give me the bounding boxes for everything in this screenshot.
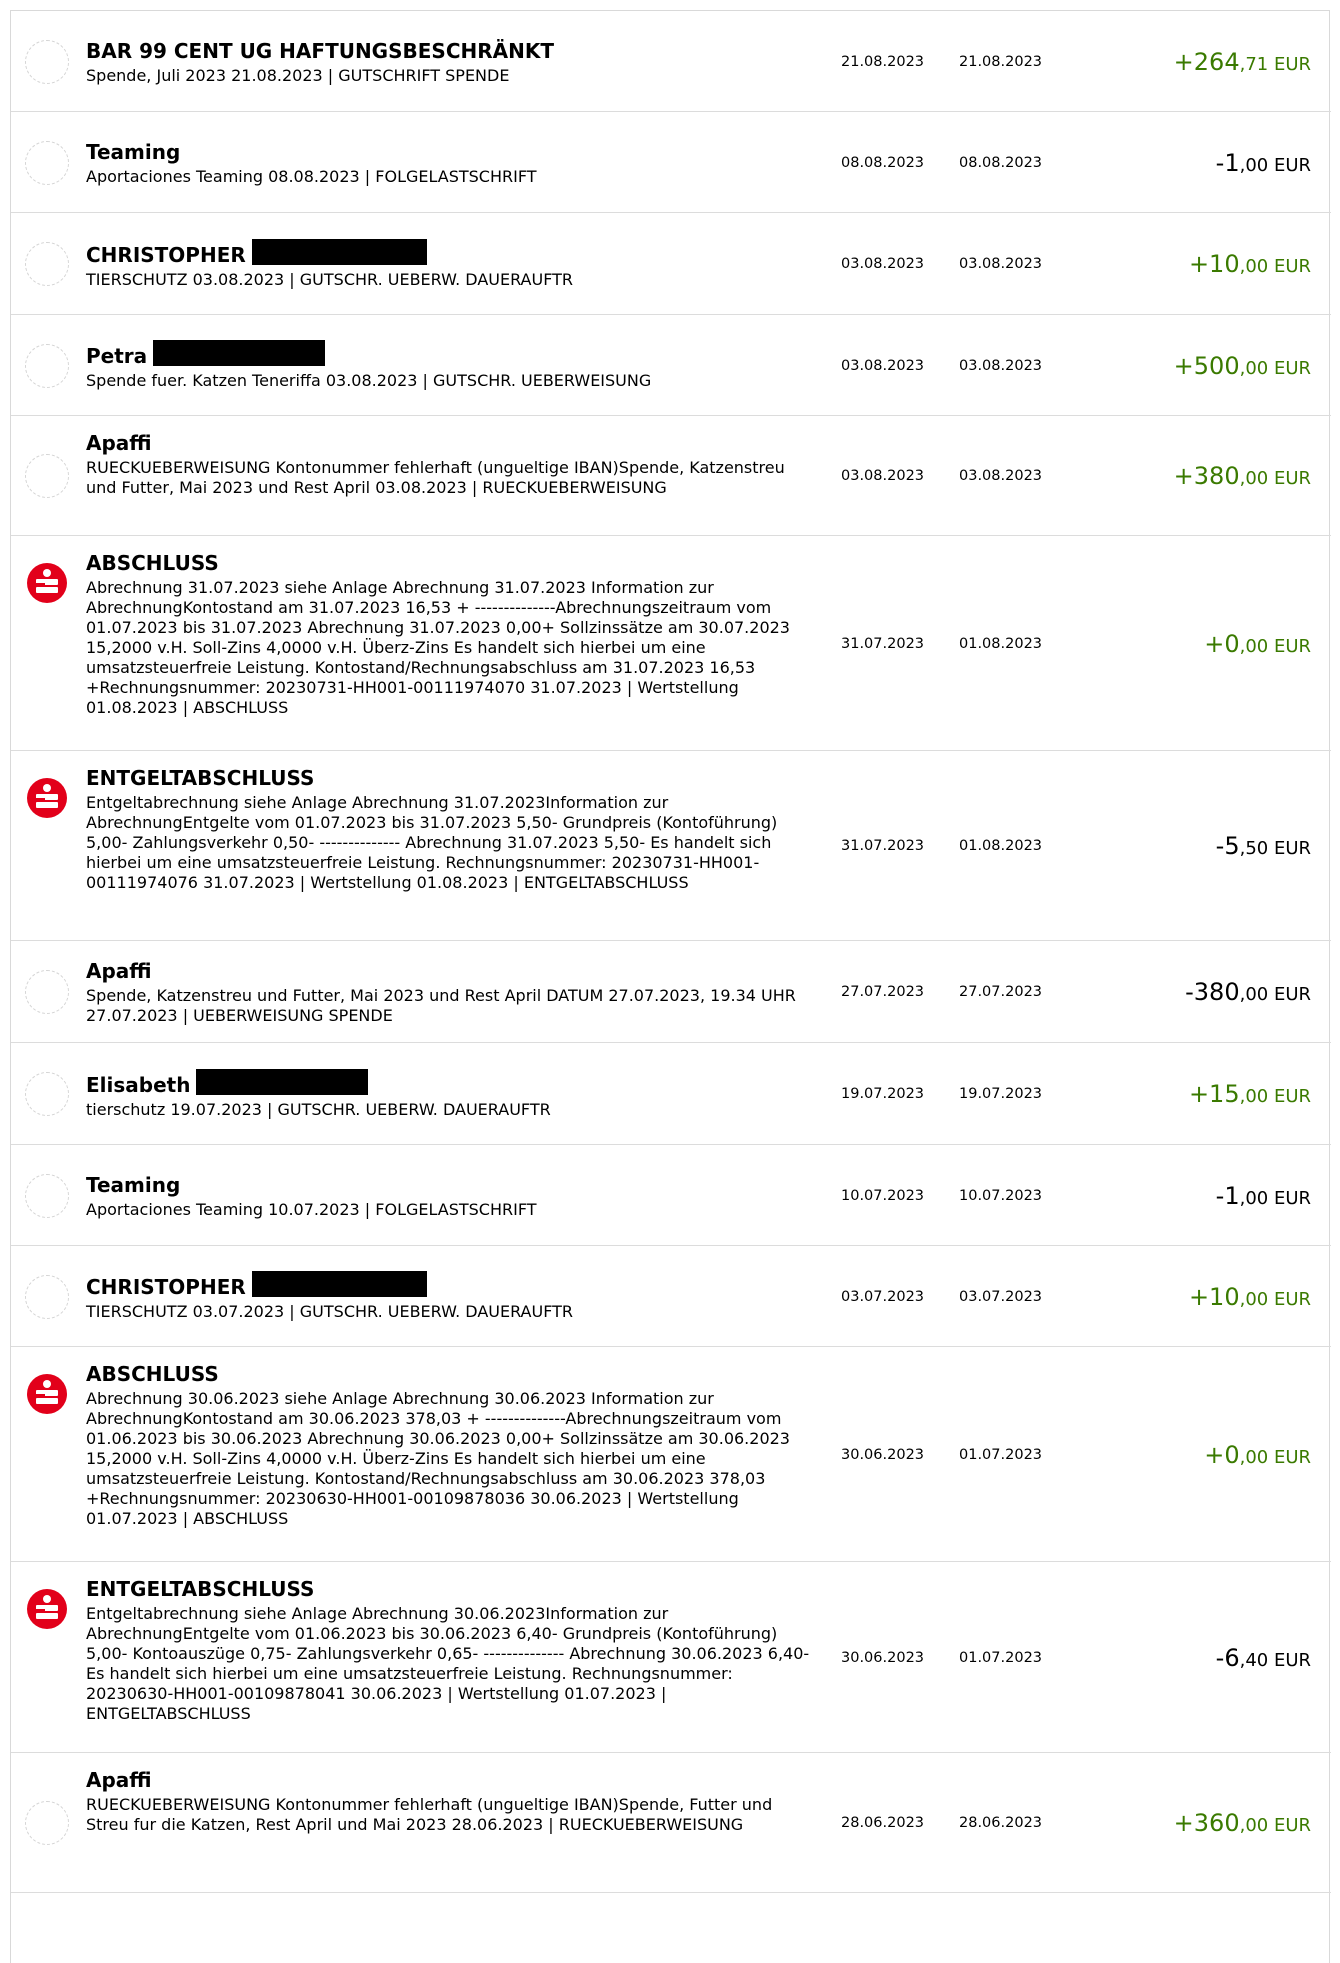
amount-integer: +360 <box>1173 1809 1240 1837</box>
placeholder-avatar-icon <box>25 1801 69 1845</box>
transaction-row[interactable] <box>11 1145 1331 1246</box>
counterparty-name-text: Teaming <box>86 1173 181 1197</box>
counterparty-name-text: Elisabeth <box>86 1073 191 1097</box>
counterparty-name <box>86 765 816 791</box>
value-date: 03.08.2023 <box>959 256 1043 272</box>
amount-integer: +0 <box>1204 630 1240 658</box>
amount-integer: +15 <box>1188 1080 1240 1108</box>
counterparty-name-text: Petra <box>86 344 148 368</box>
amount-integer: -380 <box>1185 978 1240 1006</box>
amount-integer: +264 <box>1173 48 1240 76</box>
booking-date: 30.06.2023 <box>841 1447 925 1463</box>
booking-date: 21.08.2023 <box>841 54 925 70</box>
transaction-amount <box>1216 149 1311 177</box>
counterparty-name-text: ENTGELTABSCHLUSS <box>86 1577 315 1601</box>
transaction-amount <box>1216 1182 1311 1210</box>
booking-date: 19.07.2023 <box>841 1086 925 1102</box>
transaction-text <box>86 1361 816 1529</box>
amount-integer: +500 <box>1173 352 1240 380</box>
amount-decimal-currency: ,00 EUR <box>1239 636 1311 657</box>
value-date: 01.07.2023 <box>959 1650 1043 1666</box>
sparkasse-logo-icon <box>25 1372 69 1416</box>
transaction-amount <box>1174 1809 1311 1837</box>
booking-date: 31.07.2023 <box>841 838 925 854</box>
amount-decimal-currency: ,00 EUR <box>1239 1086 1311 1107</box>
transaction-amount <box>1174 352 1311 380</box>
counterparty-name-text: ABSCHLUSS <box>86 1362 219 1386</box>
counterparty-name <box>86 139 816 165</box>
transaction-text <box>86 765 816 893</box>
transaction-row[interactable] <box>11 315 1331 416</box>
transaction-text <box>86 1069 816 1120</box>
transaction-row[interactable] <box>11 11 1331 112</box>
amount-integer: -5 <box>1215 832 1240 860</box>
transaction-amount <box>1185 978 1311 1006</box>
counterparty-name-text: ENTGELTABSCHLUSS <box>86 766 315 790</box>
placeholder-avatar-icon <box>25 1174 69 1218</box>
placeholder-avatar-icon <box>25 344 69 388</box>
booking-date: 10.07.2023 <box>841 1188 925 1204</box>
transaction-list <box>11 11 1331 1893</box>
amount-decimal-currency: ,00 EUR <box>1239 1815 1311 1836</box>
booking-date: 03.08.2023 <box>841 256 925 272</box>
transaction-text <box>86 340 816 391</box>
counterparty-name <box>86 1576 816 1602</box>
transaction-list-frame <box>10 10 1330 1963</box>
counterparty-name-text: Apaffi <box>86 1768 152 1792</box>
placeholder-avatar-icon <box>25 1072 69 1116</box>
transaction-amount <box>1204 630 1311 658</box>
booking-date: 08.08.2023 <box>841 155 925 171</box>
transaction-description: TIERSCHUTZ 03.08.2023 | GUTSCHR. UEBERW. DAUERAUFTR <box>86 270 574 289</box>
value-date: 08.08.2023 <box>959 155 1043 171</box>
transaction-text <box>86 1271 816 1322</box>
transaction-text <box>86 1767 816 1835</box>
transaction-text <box>86 239 816 290</box>
counterparty-name-text: Apaffi <box>86 431 152 455</box>
transaction-row[interactable] <box>11 751 1331 941</box>
counterparty-name <box>86 1172 816 1198</box>
amount-decimal-currency: ,40 EUR <box>1239 1650 1311 1671</box>
sparkasse-logo-icon <box>25 776 69 820</box>
transaction-row[interactable] <box>11 1347 1331 1562</box>
transaction-text <box>86 958 816 1026</box>
placeholder-avatar-icon <box>25 454 69 498</box>
counterparty-name-text: Teaming <box>86 140 181 164</box>
counterparty-name <box>86 550 816 576</box>
value-date: 10.07.2023 <box>959 1188 1043 1204</box>
amount-integer: +10 <box>1188 250 1240 278</box>
transaction-description: Spende, Juli 2023 21.08.2023 | GUTSCHRIFT SPENDE <box>86 66 510 85</box>
amount-decimal-currency: ,00 EUR <box>1239 1447 1311 1468</box>
transaction-amount <box>1174 48 1311 76</box>
amount-integer: +10 <box>1188 1283 1240 1311</box>
counterparty-name <box>86 430 816 456</box>
counterparty-name <box>86 38 816 64</box>
amount-decimal-currency: ,50 EUR <box>1239 838 1311 859</box>
transaction-amount <box>1216 1644 1311 1672</box>
transaction-amount <box>1216 832 1311 860</box>
transaction-description: Abrechnung 30.06.2023 siehe Anlage Abrechnung 30.06.2023 Information zur AbrechnungKontostand am 30.06.2023 378,03 + --------------Abrechnungszeitraum vom 01.06.2023 bis 30.06.2023 Abrechnung 30.06.2023 0,00+ Sollzinssätze am 30.06.2023 15,2000 v.H. Soll-Zins 4,0000 v.H. Überz-Zins Es handelt sich hierbei um eine umsatzsteuerfreie Leistung. Kontostand/Rechnungsabschluss am 30.06.2023 378,03 +Rechnungsnummer: 20230630-HH001-00109878036 30.06.2023 | Wertstellung 01.07.2023 | ABSCHLUSS <box>86 1389 790 1528</box>
value-date: 19.07.2023 <box>959 1086 1043 1102</box>
counterparty-name-text: CHRISTOPHER <box>86 243 246 267</box>
counterparty-name <box>86 958 816 984</box>
transaction-amount <box>1189 1080 1311 1108</box>
amount-decimal-currency: ,00 EUR <box>1239 1188 1311 1209</box>
value-date: 27.07.2023 <box>959 984 1043 1000</box>
value-date: 03.08.2023 <box>959 358 1043 374</box>
sparkasse-logo-icon <box>25 561 69 605</box>
booking-date: 27.07.2023 <box>841 984 925 1000</box>
placeholder-avatar-icon <box>25 242 69 286</box>
value-date: 03.08.2023 <box>959 468 1043 484</box>
amount-decimal-currency: ,00 EUR <box>1239 984 1311 1005</box>
booking-date: 03.07.2023 <box>841 1289 925 1305</box>
value-date: 01.08.2023 <box>959 838 1043 854</box>
value-date: 01.08.2023 <box>959 636 1043 652</box>
amount-integer: -1 <box>1215 149 1240 177</box>
transaction-description: Aportaciones Teaming 10.07.2023 | FOLGELASTSCHRIFT <box>86 1200 537 1219</box>
transaction-amount <box>1189 250 1311 278</box>
transaction-amount <box>1204 1441 1311 1469</box>
booking-date: 30.06.2023 <box>841 1650 925 1666</box>
amount-integer: +0 <box>1204 1441 1240 1469</box>
transaction-row[interactable] <box>11 1246 1331 1347</box>
amount-decimal-currency: ,00 EUR <box>1239 468 1311 489</box>
counterparty-name <box>86 1767 816 1793</box>
value-date: 21.08.2023 <box>959 54 1043 70</box>
transaction-text <box>86 1172 816 1220</box>
sparkasse-logo-icon <box>25 1587 69 1631</box>
transaction-row[interactable] <box>11 112 1331 213</box>
transaction-description: Entgeltabrechnung siehe Anlage Abrechnung 31.07.2023Information zur AbrechnungEntgelte vom 01.07.2023 bis 31.07.2023 5,50- Grundpreis (Kontoführung) 5,00- Zahlungsverkehr 0,50- -------------- Abrechnung 31.07.2023 5,50- Es handelt sich hierbei um eine umsatzsteuerfreie Leistung. Rechnungsnummer: 20230731-HH001-00111974076 31.07.2023 | Wertstellung 01.08.2023 | ENTGELTABSCHLUSS <box>86 793 778 892</box>
transaction-row[interactable] <box>11 1562 1331 1753</box>
transaction-text <box>86 1576 816 1724</box>
transaction-row[interactable] <box>11 213 1331 315</box>
redaction-bar <box>196 1069 368 1095</box>
transaction-row[interactable] <box>11 941 1331 1043</box>
amount-decimal-currency: ,71 EUR <box>1239 54 1311 75</box>
transaction-description: Abrechnung 31.07.2023 siehe Anlage Abrechnung 31.07.2023 Information zur AbrechnungKontostand am 31.07.2023 16,53 + --------------Abrechnungszeitraum vom 01.07.2023 bis 31.07.2023 Abrechnung 31.07.2023 0,00+ Sollzinssätze am 30.07.2023 15,2000 v.H. Soll-Zins 4,0000 v.H. Überz-Zins Es handelt sich hierbei um eine umsatzsteuerfreie Leistung. Kontostand/Rechnungsabschluss am 31.07.2023 16,53 +Rechnungsnummer: 20230731-HH001-00111974070 31.07.2023 | Wertstellung 01.08.2023 | ABSCHLUSS <box>86 578 790 717</box>
transaction-description: tierschutz 19.07.2023 | GUTSCHR. UEBERW. DAUERAUFTR <box>86 1100 551 1119</box>
amount-integer: +380 <box>1173 462 1240 490</box>
counterparty-name <box>86 239 816 268</box>
counterparty-name <box>86 340 816 369</box>
transaction-row[interactable] <box>11 536 1331 751</box>
placeholder-avatar-icon <box>25 40 69 84</box>
booking-date: 28.06.2023 <box>841 1815 925 1831</box>
counterparty-name <box>86 1271 816 1300</box>
value-date: 01.07.2023 <box>959 1447 1043 1463</box>
amount-decimal-currency: ,00 EUR <box>1239 358 1311 379</box>
booking-date: 03.08.2023 <box>841 358 925 374</box>
counterparty-name-text: CHRISTOPHER <box>86 1275 246 1299</box>
booking-date: 03.08.2023 <box>841 468 925 484</box>
transaction-description: Entgeltabrechnung siehe Anlage Abrechnung 30.06.2023Information zur AbrechnungEntgelte vom 01.06.2023 bis 30.06.2023 6,40- Grundpreis (Kontoführung) 5,00- Kontoauszüge 0,75- Zahlungsverkehr 0,65- -------------- Abrechnung 30.06.2023 6,40- Es handelt sich hierbei um eine umsatzsteuerfreie Leistung. Rechnungsnummer: 20230630-HH001-00109878041 30.06.2023 | Wertstellung 01.07.2023 | ENTGELTABSCHLUSS <box>86 1604 810 1723</box>
placeholder-avatar-icon <box>25 141 69 185</box>
transaction-description: RUECKUEBERWEISUNG Kontonummer fehlerhaft (ungueltige IBAN)Spende, Katzenstreu und Futter, Mai 2023 und Rest April 03.08.2023 | RUECKUEBERWEISUNG <box>86 458 785 497</box>
transaction-description: Aportaciones Teaming 08.08.2023 | FOLGELASTSCHRIFT <box>86 167 537 186</box>
redaction-bar <box>252 1271 427 1297</box>
counterparty-name <box>86 1069 816 1098</box>
amount-decimal-currency: ,00 EUR <box>1239 1289 1311 1310</box>
counterparty-name <box>86 1361 816 1387</box>
amount-decimal-currency: ,00 EUR <box>1239 256 1311 277</box>
transaction-amount <box>1189 1283 1311 1311</box>
transaction-description: Spende, Katzenstreu und Futter, Mai 2023 und Rest April DATUM 27.07.2023, 19.34 UHR 27.07.2023 | UEBERWEISUNG SPENDE <box>86 986 796 1025</box>
placeholder-avatar-icon <box>25 970 69 1014</box>
transaction-description: RUECKUEBERWEISUNG Kontonummer fehlerhaft (ungueltige IBAN)Spende, Futter und Streu fur die Katzen, Rest April und Mai 2023 28.06.2023 | RUECKUEBERWEISUNG <box>86 1795 773 1834</box>
transaction-text <box>86 38 816 86</box>
redaction-bar <box>153 340 325 366</box>
redaction-bar <box>252 239 427 265</box>
amount-decimal-currency: ,00 EUR <box>1239 155 1311 176</box>
value-date: 28.06.2023 <box>959 1815 1043 1831</box>
transaction-description: Spende fuer. Katzen Teneriffa 03.08.2023 | GUTSCHR. UEBERWEISUNG <box>86 371 652 390</box>
transaction-row[interactable] <box>11 1753 1331 1893</box>
transaction-row[interactable] <box>11 1043 1331 1145</box>
counterparty-name-text: Apaffi <box>86 959 152 983</box>
transaction-text <box>86 139 816 187</box>
transaction-row[interactable] <box>11 416 1331 536</box>
transaction-amount <box>1174 462 1311 490</box>
transaction-text <box>86 430 816 498</box>
amount-integer: -6 <box>1215 1644 1240 1672</box>
transaction-text <box>86 550 816 718</box>
transaction-description: TIERSCHUTZ 03.07.2023 | GUTSCHR. UEBERW. DAUERAUFTR <box>86 1302 574 1321</box>
booking-date: 31.07.2023 <box>841 636 925 652</box>
amount-integer: -1 <box>1215 1182 1240 1210</box>
counterparty-name-text: BAR 99 CENT UG HAFTUNGSBESCHRÄNKT <box>86 39 554 63</box>
placeholder-avatar-icon <box>25 1275 69 1319</box>
counterparty-name-text: ABSCHLUSS <box>86 551 219 575</box>
value-date: 03.07.2023 <box>959 1289 1043 1305</box>
